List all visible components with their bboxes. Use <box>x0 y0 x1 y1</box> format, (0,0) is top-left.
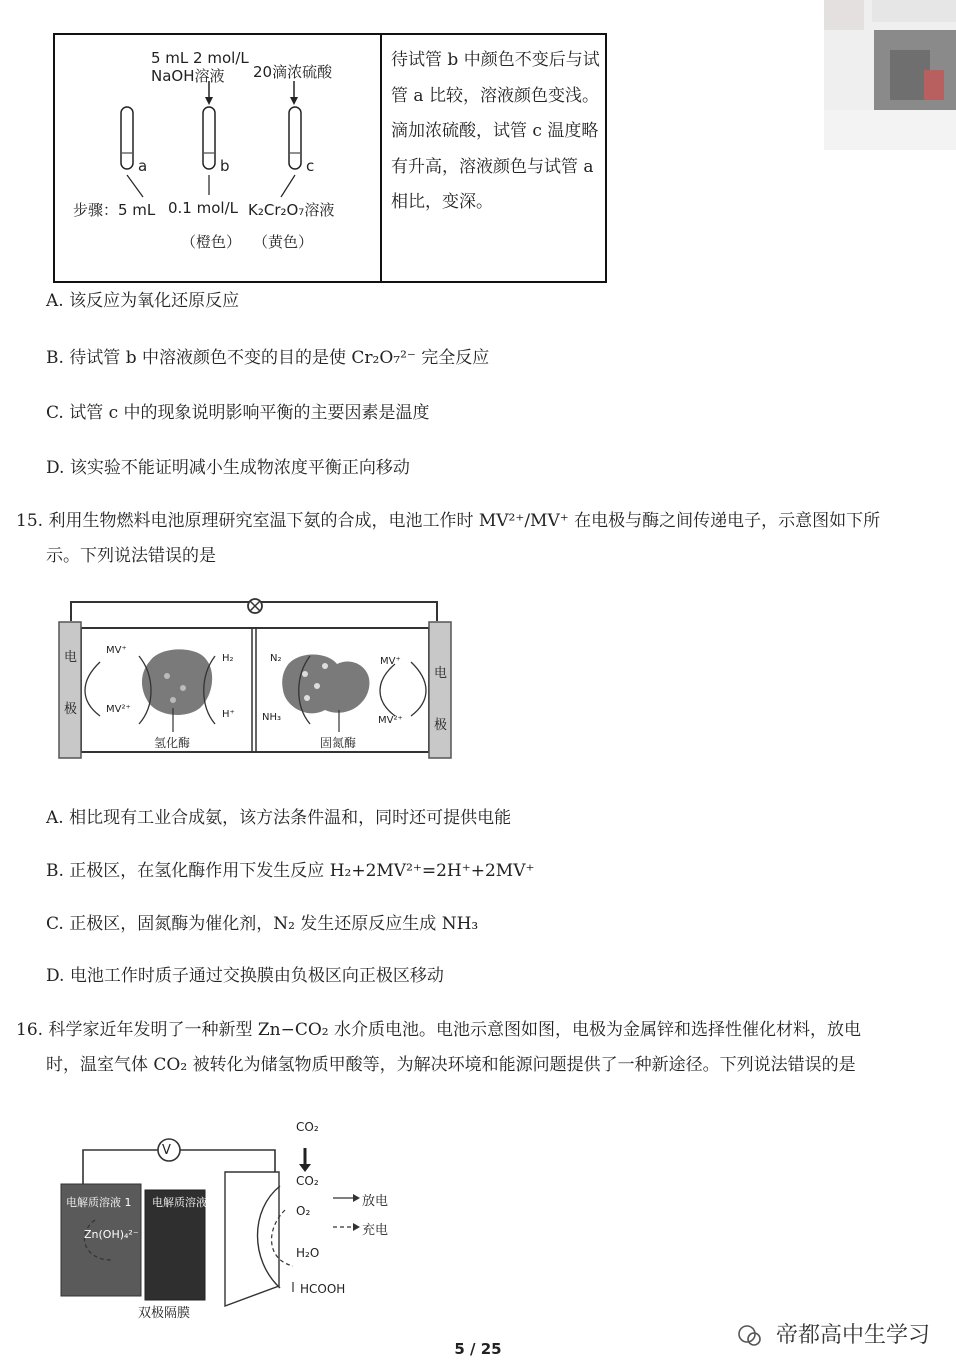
hydrogenase-label: 氢化酶 <box>154 736 191 750</box>
blurred-corner-image <box>824 0 956 150</box>
h2-label: H₂ <box>222 653 234 664</box>
membrane-label: 双极隔膜 <box>138 1306 191 1321</box>
concentration-label: 0.1 mol/L <box>168 199 238 217</box>
experiment-table <box>53 33 607 283</box>
q16-stem-line1: 16. 科学家近年发明了一种新型 Zn−CO₂ 水介质电池。电池示意图如图，电极为金属锌和选择性催化材料，放电 <box>16 1020 862 1040</box>
q14-option-a: A. 该反应为氧化还原反应 <box>46 291 240 311</box>
discharge-legend: 放电 <box>362 1194 389 1209</box>
watermark-text: 帝都高中生学习 <box>775 1323 930 1348</box>
catalyst-electrode <box>225 1172 279 1306</box>
charge-legend: 充电 <box>362 1223 389 1238</box>
right-electrode-label-2: 极 <box>434 718 448 733</box>
sulfuric-acid-label: 20滴浓硫酸 <box>253 63 333 81</box>
nh3-label: NH₃ <box>262 712 282 723</box>
q15-option-b: B. 正极区，在氢化酶作用下发生反应 H₂+2MV²⁺=2H⁺+2MV⁺ <box>46 861 535 881</box>
q15-stem-line1: 15. 利用生物燃料电池原理研究室温下氨的合成，电池工作时 MV²⁺/MV⁺ 在电极与酶之间传递电子，示意图如下所 <box>16 511 881 531</box>
electrolyte-2-label: 电解质溶液 2 <box>152 1196 218 1209</box>
q14-option-b: B. 待试管 b 中溶液颜色不变的目的是使 Cr₂O₇²⁻ 完全反应 <box>46 348 490 368</box>
q15-stem-line2: 示。下列说法错误的是 <box>46 546 216 566</box>
hcooh-label: HCOOH <box>300 1282 346 1296</box>
hplus-label: H⁺ <box>222 709 235 720</box>
test-tube-a <box>121 107 133 169</box>
fuel-cell-diagram <box>55 596 455 766</box>
dichromate-label: K₂Cr₂O₇溶液 <box>248 201 335 219</box>
naoh-label: NaOH溶液 <box>151 67 225 85</box>
table-divider <box>380 35 382 281</box>
mv2-right: MV²⁺ <box>378 715 403 726</box>
co2-label: CO₂ <box>296 1174 319 1188</box>
q14-option-d: D. 该实验不能证明减小生成物浓度平衡正向移动 <box>46 458 410 478</box>
right-electrode-label-1: 电 <box>434 666 448 681</box>
step-label: 步骤：5 mL <box>73 201 156 219</box>
voltmeter-label: V <box>162 1143 171 1158</box>
orange-label: （橙色） <box>181 233 242 251</box>
electrolyte-1-label: 电解质溶液 1 <box>66 1196 132 1209</box>
q16-stem-line2: 时，温室气体 CO₂ 被转化为储氢物质甲酸等，为解决环境和能源问题提供了一种新途径。下列说法错误的是 <box>46 1055 856 1075</box>
naoh-amount: 5 mL 2 mol/L <box>151 49 249 67</box>
left-electrode <box>59 622 81 758</box>
yellow-label: （黄色） <box>253 233 314 251</box>
co2-top-label: CO₂ <box>296 1120 319 1134</box>
o2-label: O₂ <box>296 1204 311 1218</box>
wechat-icon <box>737 1323 763 1349</box>
h2o-label: H₂O <box>296 1246 320 1260</box>
tube-c-label: c <box>306 157 315 175</box>
nitrogenase-label: 固氮酶 <box>320 736 357 750</box>
left-electrode-label-1: 电 <box>64 650 78 665</box>
zn-co2-battery-diagram <box>55 1110 395 1310</box>
hydrogenase-enzyme <box>142 649 212 715</box>
q15-option-c: C. 正极区，固氮酶为催化剂，N₂ 发生还原反应生成 NH₃ <box>46 914 479 934</box>
q15-option-a: A. 相比现有工业合成氨，该方法条件温和，同时还可提供电能 <box>46 808 512 828</box>
tube-b-label: b <box>220 157 230 175</box>
zincate-label: Zn(OH)₄²⁻ <box>84 1228 139 1241</box>
test-tube-b <box>203 107 215 169</box>
q14-option-c: C. 试管 c 中的现象说明影响平衡的主要因素是温度 <box>46 403 430 423</box>
page-number: 5 / 25 <box>454 1340 502 1358</box>
watermark <box>737 1318 930 1349</box>
mv-plus-left: MV⁺ <box>106 645 127 656</box>
left-electrode-label-2: 极 <box>64 702 78 717</box>
n2-label: N₂ <box>270 653 282 664</box>
test-tube-c <box>289 107 301 169</box>
mv2-left: MV²⁺ <box>106 704 131 715</box>
observation-text: 待试管 b 中颜色不变后与试管 a 比较，溶液颜色变浅。滴加浓硫酸，试管 c 温度略有升高，溶液颜色与试管 a 相比，变深。 <box>391 50 600 212</box>
q15-option-d: D. 电池工作时质子通过交换膜由负极区向正极区移动 <box>46 966 444 986</box>
tube-a-label: a <box>138 157 148 175</box>
right-electrode <box>429 622 451 758</box>
mv-plus-right: MV⁺ <box>380 656 401 667</box>
